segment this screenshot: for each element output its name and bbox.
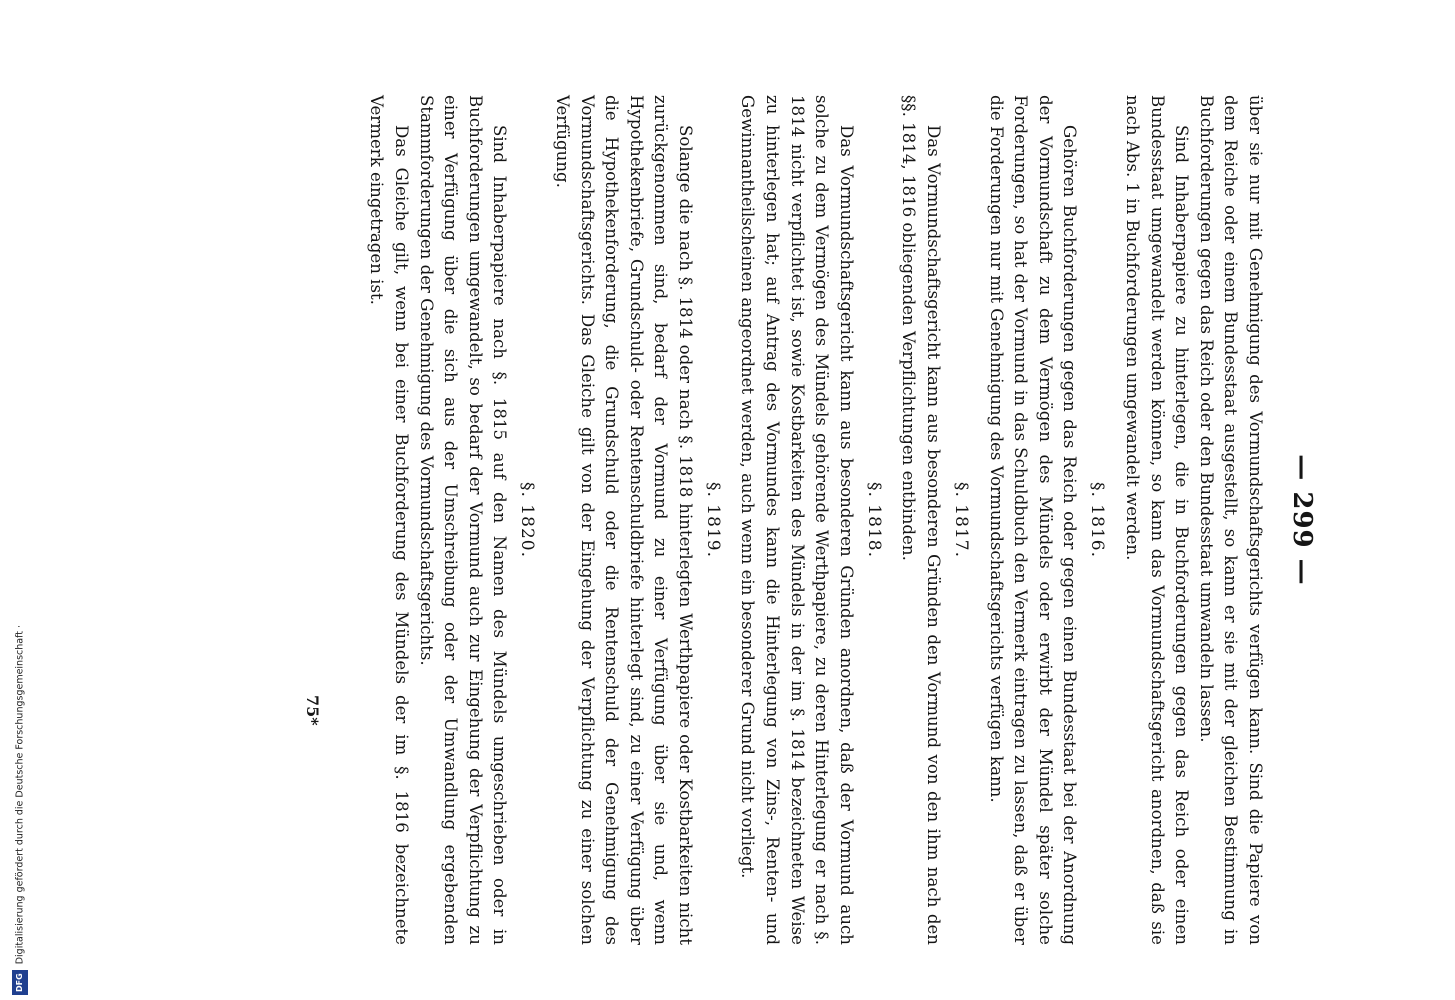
- section-1820: [364, 95, 540, 945]
- section-heading: §. 1817.: [951, 482, 972, 558]
- section-1819: [549, 95, 725, 945]
- section-paragraph: Gehören Buchforderungen gegen das Reich oder gegen einen Bundesstaat bei der Anordnung der Vormundschaft zu dem Vermögen des Mündels oder erwirbt der Mündel später solche Forderungen, so hat der Vormund in das Schuldbuch den Vermerk eintragen zu lassen, daß er über die Forderungen nur mit Genehmigung des Vormundschaftsgerichts verfügen kann.: [986, 95, 1080, 945]
- paragraph: Sind Inhaberpapiere zu hinterlegen, die in Buchforderungen gegen das Reich oder einen Bundesstaat umgewandelt werden können, so kann das Vormundschaftsgericht anordnen, daß sie nach Abs. 1 in Buchforderungen umgewandelt werden.: [1123, 95, 1192, 945]
- digitization-note: [12, 605, 28, 995]
- section-paragraph: Das Gleiche gilt, wenn bei einer Buchforderung des Mündels der im §. 1816 bezeichnete Vermerk eingetragen ist.: [367, 95, 411, 945]
- section-heading: §. 1820.: [517, 482, 538, 558]
- section-paragraph: Solange die nach §. 1814 oder nach §. 1818 hinterlegten Werthpapiere oder Kostbarkeiten nicht zurückgenommen sind, bedarf der Vormund zu einer Verfügung über sie und, wenn Hypothekenbriefe, Grundschuld- oder Rentenschuldbriefe hinterlegt sind, zu einer Verfügung über die Hypothekenforderung, die Grundschuld oder die Rentenschuld der Genehmigung des Vormundschaftsgerichts. Das Gleiche gilt von der Eingehung der Verpflichtung zu einer solchen Verfügung.: [552, 95, 695, 945]
- digitization-note-text: Digitalisierung gefördert durch die Deutsche Forschungsgemeinschaft ·: [14, 624, 26, 965]
- printer-signature: 75*: [303, 695, 322, 726]
- dfg-logo-icon: DFG: [12, 970, 28, 995]
- section-paragraph: Das Vormundschaftsgericht kann aus besonderen Gründen den Vormund von den ihm nach den §§. 1814, 1816 obliegenden Verpflichtungen entbinden.: [899, 95, 944, 945]
- section-1817: [896, 95, 973, 945]
- section-paragraph: Das Vormundschaftsgericht kann aus besonderen Gründen anordnen, daß der Vormund auch solche zu dem Vermögen des Mündels gehörende Werthpapiere, zu deren Hinterlegung er nach §. 1814 nicht verpflichtet ist, sowie Kostbarkeiten des Mündels in der im §. 1814 bezeichneten Weise zu hinterlegen hat; auf Antrag des Vormundes kann die Hinterlegung von Zins-, Renten- und Gewinnantheilscheinen angeordnet werden, auch wenn ein besonderer Grund nicht vorliegt.: [738, 95, 856, 945]
- section-1816: [983, 95, 1109, 945]
- section-1818: [735, 95, 886, 945]
- section-heading: §. 1816.: [1087, 482, 1108, 558]
- page-content: [364, 95, 1267, 945]
- paragraph-continuation: über sie nur mit Genehmigung des Vormundschaftsgerichts verfügen kann. Sind die Papiere von dem Reiche oder einem Bundesstaat ausgestellt, so kann er sie mit der gleichen Bestimmung in Buchforderungen gegen das Reich oder den Bundesstaat umwandeln lassen.: [1196, 95, 1265, 945]
- section-paragraph: Sind Inhaberpapiere nach §. 1815 auf den Namen des Mündels umgeschrieben oder in Buchforderungen umgewandelt, so bedarf der Vormund auch zur Eingehung der Verpflichtung zu einer Verfügung über die sich aus der Umschreibung oder der Umwandlung ergebenden Stammforderungen der Genehmigung des Vormundschaftsgerichts.: [416, 95, 510, 945]
- rotated-page: [152, 95, 1322, 945]
- section-heading: §. 1819.: [702, 482, 723, 558]
- page-number: — 299 —: [1287, 454, 1317, 586]
- section-heading: §. 1818.: [863, 482, 884, 558]
